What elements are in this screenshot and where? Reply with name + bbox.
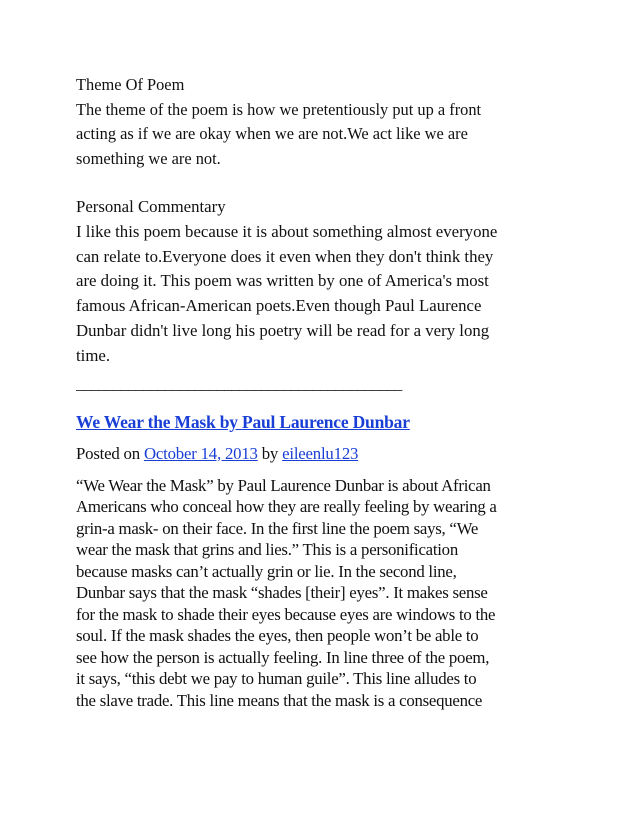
document-page <box>76 73 576 711</box>
post-body-line: it says, “this debt we pay to human guile”. This line alludes to <box>76 669 477 689</box>
post-body-line: for the mask to shade their eyes because eyes are windows to the <box>76 604 496 624</box>
commentary-line: time. <box>76 345 111 365</box>
post-body <box>76 475 576 712</box>
post-title-link[interactable]: We Wear the Mask by Paul Laurence Dunbar <box>76 411 410 432</box>
theme-line: acting as if we are okay when we are not.We act like we are <box>76 124 468 143</box>
post-meta <box>76 442 576 466</box>
posted-on-label: Posted on <box>76 443 140 463</box>
post-body-line: grin-a mask- on their face. In the first line the poem says, “We <box>76 518 479 538</box>
post-body-line: soul. If the mask shades the eyes, then people won’t be able to <box>76 626 479 646</box>
commentary-line: I like this poem because it is about something almost everyone <box>76 221 498 241</box>
commentary-section <box>76 195 576 369</box>
theme-heading: Theme Of Poem <box>76 75 185 94</box>
commentary-line: Dunbar didn't live long his poetry will be read for a very long <box>76 320 490 340</box>
theme-line: something we are not. <box>76 148 221 168</box>
post-body-line: Americans who conceal how they are really feeling by wearing a <box>76 497 497 517</box>
commentary-heading: Personal Commentary <box>76 197 226 216</box>
commentary-line: famous African-American poets.Even though Paul Laurence <box>76 296 482 316</box>
post-date-link[interactable]: October 14, 2013 <box>143 443 258 463</box>
post-body-line: see how the person is actually feeling. In line three of the poem, <box>76 647 490 667</box>
post-body-line: Dunbar says that the mask “shades [their] eyes”. It makes sense <box>76 583 488 603</box>
post-body-line: because masks can’t actually grin or lie. In the second line, <box>76 561 457 581</box>
post-body-line: wear the mask that grins and lies.” This is a personification <box>76 540 458 560</box>
post-author-link[interactable]: eileenlu123 <box>282 443 359 463</box>
separator-line: ____________________________________________ <box>76 375 402 393</box>
post-body-line: the slave trade. This line means that the mask is a consequence <box>76 690 483 710</box>
by-label: by <box>261 443 279 463</box>
post-body-line: “We Wear the Mask” by Paul Laurence Dunbar is about African <box>76 475 491 495</box>
commentary-line: are doing it. This poem was written by one of America's most <box>76 271 489 291</box>
theme-line: The theme of the poem is how we pretentiously put up a front <box>76 99 482 119</box>
commentary-line: can relate to.Everyone does it even when they don't think they <box>76 246 494 266</box>
section-gap <box>76 171 576 195</box>
theme-section <box>76 73 576 171</box>
